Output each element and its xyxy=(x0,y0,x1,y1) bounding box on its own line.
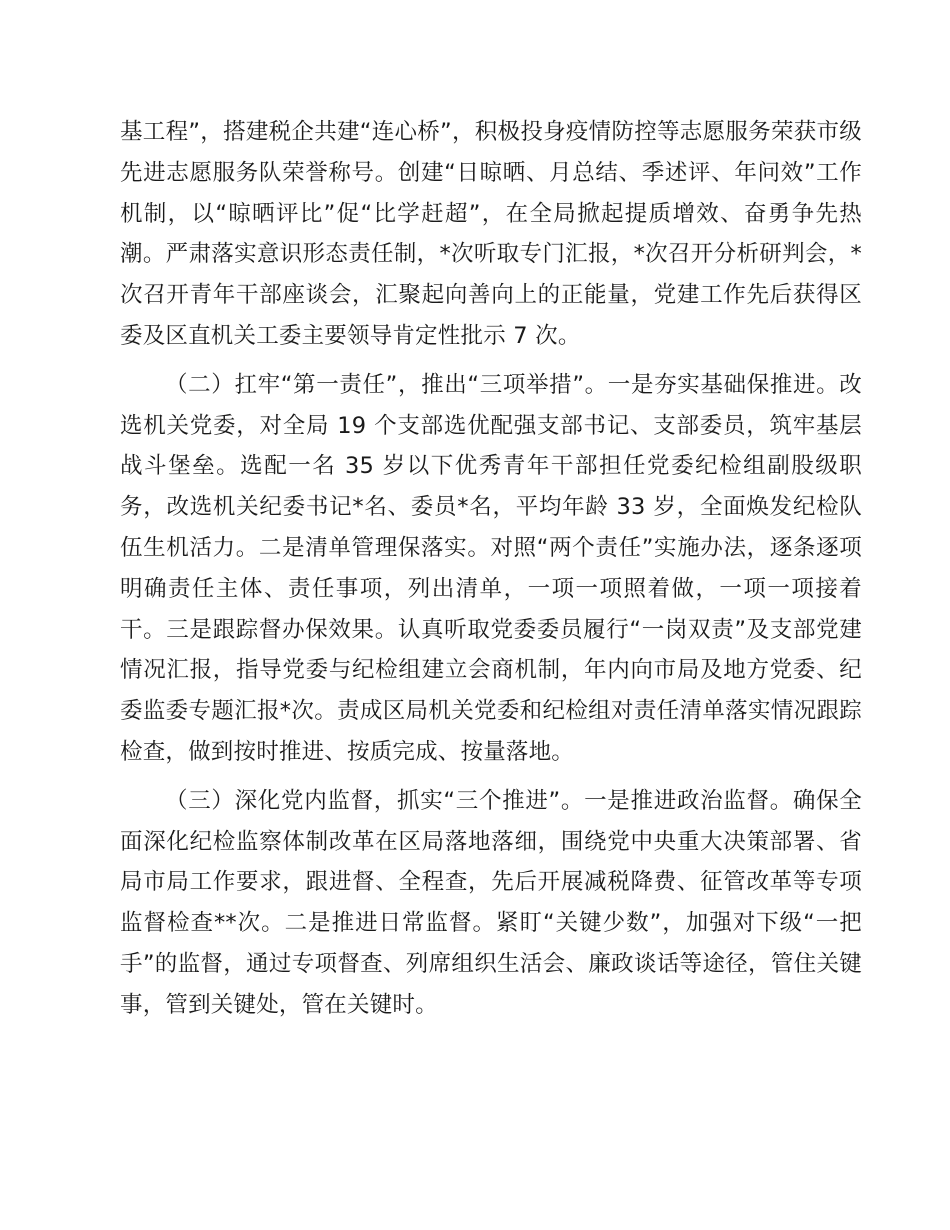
paragraph-section-three: （三）深化党内监督，抓实“三个推进”。一是推进政治监督。确保全面深化纪检监察体制改革在区局落地落细，围绕党中央重大决策部署、省局市局工作要求，跟进督、全程查，先后开展减税降费、征管改革等专项监督检查**次。二是推进日常监督。紧盯“关键少数”，加强对下级“一把手”的监督，通过专项督查、列席组织生活会、廉政谈话等途径，管住关键事，管到关键处，管在关键时。 xyxy=(120,787,862,1018)
document-body xyxy=(120,112,862,1034)
paragraph-continued: 基工程”，搭建税企共建“连心桥”，积极投身疫情防控等志愿服务荣获市级先进志愿服务队荣誉称号。创建“日晾晒、月总结、季述评、年问效”工作机制，以“晾晒评比”促“比学赶超”，在全局掀起提质增效、奋勇争先热潮。严肃落实意识形态责任制，*次听取专门汇报，*次召开分析研判会，*次召开青年干部座谈会，汇聚起向善向上的正能量，党建工作先后获得区委及区直机关工委主要领导肯定性批示 7 次。 xyxy=(120,119,862,349)
paragraph-section-two: （二）扛牢“第一责任”，推出“三项举措”。一是夯实基础保推进。改选机关党委，对全局 19 个支部选优配强支部书记、支部委员，筑牢基层战斗堡垒。选配一名 35 岁以下优秀青年干部担任党委纪检组副股级职务，改选机关纪委书记*名、委员*名，平均年龄 33 岁，全面焕发纪检队伍生机活力。二是清单管理保落实。对照“两个责任”实施办法，逐条逐项明确责任主体、责任事项，列出清单，一项一项照着做，一项一项接着干。三是跟踪督办保效果。认真听取党委委员履行“一岗双责”及支部党建情况汇报，指导党委与纪检组建立会商机制，年内向市局及地方党委、纪委监委专题汇报*次。责成区局机关党委和纪检组对责任清单落实情况跟踪检查，做到按时推进、按质完成、按量落地。 xyxy=(120,371,862,765)
